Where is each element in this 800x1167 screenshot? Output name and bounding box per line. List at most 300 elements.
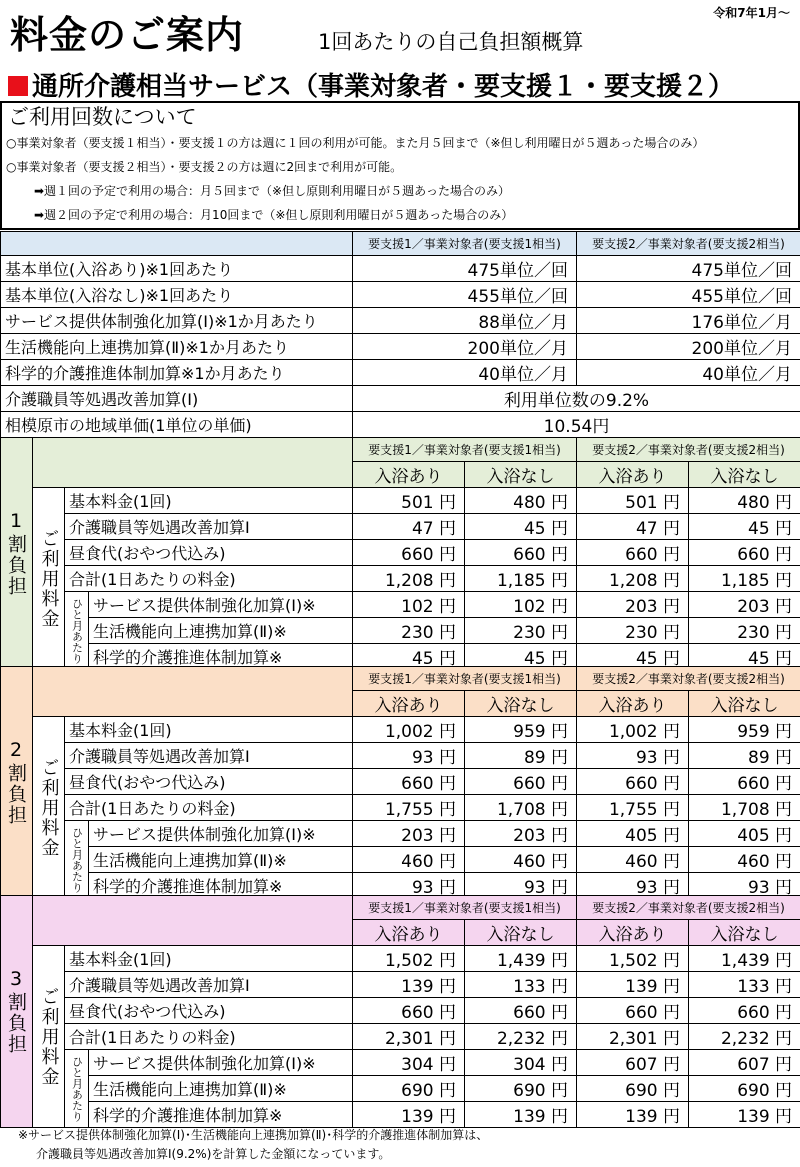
units-row-value: 176単位／月 [577,308,800,334]
kaigo-value: 利用単位数の9.2% [353,386,800,412]
fee-value-cell [689,488,800,514]
fee-value-cell [353,1050,465,1076]
fee-row-label: 生活機能向上連携加算(Ⅱ)※ [89,847,353,873]
fee-value: 690 [513,1081,546,1101]
yen-unit: 円 [439,545,457,565]
yen-unit: 円 [663,977,681,997]
fee-value: 47 [411,519,434,539]
yen-unit: 円 [775,1055,793,1075]
yen-unit: 円 [663,1081,681,1101]
service-title-text: 通所介護相当サービス（事業対象者・要支援１・要支援２） [32,72,735,102]
fee-row-label: 介護職員等処遇改善加算Ⅰ [65,972,353,998]
units-row-label: サービス提供体制強化加算(Ⅰ)※1か月あたり [1,308,353,334]
footnote [18,1126,488,1164]
fee-value-cell [577,1024,689,1050]
fee-value: 660 [401,1003,434,1023]
bath-header: 入浴あり [353,920,465,946]
nobath-header: 入浴なし [689,691,800,717]
fee-value: 139 [625,1107,658,1127]
fee-value: 660 [513,1003,546,1023]
fee-value: 133 [737,977,770,997]
yen-unit: 円 [663,1055,681,1075]
yen-unit: 円 [775,649,793,669]
fee-value: 203 [513,826,546,846]
fee-value-cell [353,1024,465,1050]
usage-heading: ご利用回数について [8,105,197,129]
yen-unit: 円 [663,722,681,742]
fee-value-cell [465,540,577,566]
kaigo-label: 介護職員等処遇改善加算(Ⅰ) [1,386,353,412]
yen-unit: 円 [551,826,569,846]
yen-unit: 円 [663,774,681,794]
fee-value-cell [577,972,689,998]
units-header-blank [1,232,353,256]
hitotsuki-label: ひと月あたり [65,1050,89,1128]
nobath-header: 入浴なし [465,920,577,946]
fee-table-tier-3 [0,895,800,1128]
fee-col-2: 要支援2／事業対象者(要支援2相当) [577,438,800,462]
fee-value: 501 [625,493,658,513]
page-header [0,0,800,64]
fee-value: 1,185 [720,571,770,591]
fee-value-cell [465,1024,577,1050]
yen-unit: 円 [775,1029,793,1049]
fee-value: 660 [625,545,658,565]
fee-value: 1,185 [496,571,546,591]
fee-value-cell [577,795,689,821]
fee-value: 1,502 [608,951,658,971]
fee-value: 93 [523,878,546,898]
fee-value: 660 [625,774,658,794]
yen-unit: 円 [439,1055,457,1075]
fee-value-cell [689,769,800,795]
fee-value: 102 [513,597,546,617]
yen-unit: 円 [551,722,569,742]
fee-value-cell [689,566,800,592]
fee-value: 203 [401,826,434,846]
yen-unit: 円 [551,545,569,565]
fee-value: 660 [625,1003,658,1023]
yen-unit: 円 [551,623,569,643]
yen-unit: 円 [439,1081,457,1101]
tier-header-blank [33,667,353,691]
yen-unit: 円 [775,800,793,820]
yen-unit: 円 [551,1107,569,1127]
units-row-label: 科学的介護推進体制加算※1か月あたり [1,360,353,386]
nobath-header: 入浴なし [465,691,577,717]
fee-row-label: 合計(1日あたりの料金) [65,795,353,821]
fee-value-cell [689,1076,800,1102]
fee-value-cell [465,1076,577,1102]
yen-unit: 円 [439,878,457,898]
fee-value-cell [353,1076,465,1102]
fee-value: 1,439 [720,951,770,971]
yen-unit: 円 [775,519,793,539]
yen-unit: 円 [663,571,681,591]
fee-value: 89 [523,748,546,768]
usage-line: ➡週１回の予定で利用の場合：月５回まで（※但し原則利用曜日が５週あった場合のみ） [34,184,510,198]
fee-value-cell [465,1050,577,1076]
fee-value-cell [577,743,689,769]
goriyo-label: ご利用料金 [33,488,65,670]
fee-value: 690 [625,1081,658,1101]
fee-value-cell [353,743,465,769]
fee-value: 47 [635,519,658,539]
fee-value-cell [465,592,577,618]
fee-row-label: 科学的介護推進体制加算※ [89,873,353,899]
usage-line: ➡週２回の予定で利用の場合：月10回まで（※但し原則利用曜日が５週あった場合のみ） [34,208,514,222]
fee-value: 607 [737,1055,770,1075]
fee-value: 1,208 [384,571,434,591]
fee-value: 93 [748,878,770,898]
yen-unit: 円 [439,826,457,846]
yen-unit: 円 [775,623,793,643]
yen-unit: 円 [439,977,457,997]
goriyo-label: ご利用料金 [33,717,65,899]
fee-row-label: 科学的介護推進体制加算※ [89,1102,353,1128]
fee-value: 405 [625,826,658,846]
yen-unit: 円 [439,748,457,768]
yen-unit: 円 [775,852,793,872]
yen-unit: 円 [439,1003,457,1023]
tier-header-blank [33,438,353,462]
fee-value: 230 [513,623,546,643]
tier-header-blank [33,691,353,717]
page-subtitle: 1回あたりの自己負担額概算 [318,30,584,54]
yen-unit: 円 [551,800,569,820]
usage-line: ○事業対象者（要支援２相当）・要支援２の方は週に2回まで利用が可能。 [6,160,403,174]
fee-value: 460 [513,852,546,872]
fee-value-cell [577,488,689,514]
yen-unit: 円 [663,1107,681,1127]
region-value: 10.54円 [353,412,800,438]
units-row-value: 455単位／回 [577,282,800,308]
fee-value-cell [689,592,800,618]
yen-unit: 円 [439,852,457,872]
fee-value-cell [465,1102,577,1128]
fee-value: 690 [737,1081,770,1101]
fee-value-cell [689,821,800,847]
fee-row-label: 生活機能向上連携加算(Ⅱ)※ [89,1076,353,1102]
yen-unit: 円 [439,493,457,513]
fee-row-label: 科学的介護推進体制加算※ [89,644,353,670]
fee-value: 2,232 [720,1029,770,1049]
yen-unit: 円 [775,878,793,898]
tier-header-blank [33,896,353,920]
yen-unit: 円 [439,774,457,794]
fee-value: 93 [411,748,434,768]
fee-value: 660 [737,1003,770,1023]
bath-header: 入浴あり [353,691,465,717]
yen-unit: 円 [663,878,681,898]
fee-value: 139 [625,977,658,997]
yen-unit: 円 [775,545,793,565]
fee-value-cell [353,946,465,972]
fee-value-cell [465,821,577,847]
yen-unit: 円 [663,800,681,820]
fee-value-cell [353,769,465,795]
bath-header: 入浴あり [577,691,689,717]
fee-value-cell [465,847,577,873]
yen-unit: 円 [551,597,569,617]
fee-value-cell [465,946,577,972]
fee-col-1: 要支援1／事業対象者(要支援1相当) [353,896,577,920]
fee-value-cell [689,540,800,566]
fee-value-cell [353,540,465,566]
fee-value: 139 [737,1107,770,1127]
fee-value-cell [689,847,800,873]
fee-value: 203 [625,597,658,617]
units-row-label: 生活機能向上連携加算(Ⅱ)※1か月あたり [1,334,353,360]
fee-value: 660 [513,774,546,794]
yen-unit: 円 [439,800,457,820]
fee-row-label: 昼食代(おやつ代込み) [65,998,353,1024]
fee-value: 203 [737,597,770,617]
units-row-value: 88単位／月 [353,308,577,334]
service-title [8,66,734,103]
fee-value-cell [353,1102,465,1128]
fee-value: 139 [513,1107,546,1127]
yen-unit: 円 [775,826,793,846]
bath-header: 入浴あり [577,920,689,946]
units-col-2: 要支援2／事業対象者(要支援2相当) [577,232,800,256]
yen-unit: 円 [663,826,681,846]
yen-unit: 円 [775,571,793,591]
fee-value: 460 [401,852,434,872]
units-row-value: 40単位／月 [353,360,577,386]
fee-value: 480 [737,493,770,513]
yen-unit: 円 [663,649,681,669]
fee-value-cell [577,821,689,847]
yen-unit: 円 [775,597,793,617]
usage-line: ○事業対象者（要支援１相当）・要支援１の方は週に１回の利用が可能。また月５回まで（※但し利用曜日が５週あった場合のみ） [6,136,705,150]
fee-value: 89 [748,748,770,768]
fee-row-label: 昼食代(おやつ代込み) [65,769,353,795]
fee-value-cell [577,769,689,795]
fee-value-cell [689,618,800,644]
fee-value: 1,755 [608,800,658,820]
fee-col-1: 要支援1／事業対象者(要支援1相当) [353,438,577,462]
fee-value-cell [353,847,465,873]
yen-unit: 円 [551,1055,569,1075]
fee-value: 45 [411,649,434,669]
region-label: 相模原市の地域単価(1単位の単価) [1,412,353,438]
fee-value-cell [689,1024,800,1050]
yen-unit: 円 [663,493,681,513]
fee-value-cell [689,1102,800,1128]
fee-value-cell [353,821,465,847]
fee-value: 93 [635,878,658,898]
fee-value-cell [689,972,800,998]
fee-value: 45 [523,519,546,539]
fee-value: 660 [513,545,546,565]
yen-unit: 円 [775,774,793,794]
fee-value-cell [577,592,689,618]
fee-value: 959 [513,722,546,742]
yen-unit: 円 [663,852,681,872]
fee-value-cell [353,972,465,998]
fee-value: 1,439 [496,951,546,971]
fee-value-cell [353,795,465,821]
fee-value-cell [465,743,577,769]
fee-value: 460 [737,852,770,872]
fee-row-label: サービス提供体制強化加算(Ⅰ)※ [89,1050,353,1076]
effective-date: 令和7年1月～ [713,6,790,20]
fee-value-cell [577,1050,689,1076]
fee-value-cell [353,592,465,618]
fee-row-label: 基本料金(1回) [65,946,353,972]
fee-table-tier-1 [0,437,800,670]
fee-value-cell [577,566,689,592]
fee-value-cell [577,946,689,972]
units-table [0,231,800,438]
fee-row-label: 介護職員等処遇改善加算Ⅰ [65,743,353,769]
yen-unit: 円 [775,1003,793,1023]
fee-value-cell [577,1076,689,1102]
units-row-value: 455単位／回 [353,282,577,308]
yen-unit: 円 [663,519,681,539]
fee-value-cell [465,514,577,540]
fee-value: 45 [635,649,658,669]
fee-value: 1,755 [384,800,434,820]
fee-value: 1,708 [496,800,546,820]
units-col-1: 要支援1／事業対象者(要支援1相当) [353,232,577,256]
yen-unit: 円 [663,951,681,971]
fee-value-cell [465,618,577,644]
units-row-value: 200単位／月 [577,334,800,360]
fee-col-2: 要支援2／事業対象者(要支援2相当) [577,896,800,920]
fee-row-label: 合計(1日あたりの料金) [65,566,353,592]
units-row-label: 基本単位(入浴あり)※1回あたり [1,256,353,282]
nobath-header: 入浴なし [689,462,800,488]
yen-unit: 円 [663,597,681,617]
fee-value: 460 [625,852,658,872]
fee-row-label: 生活機能向上連携加算(Ⅱ)※ [89,618,353,644]
yen-unit: 円 [663,1029,681,1049]
units-row-label: 基本単位(入浴なし)※1回あたり [1,282,353,308]
fee-row-label: 基本料金(1回) [65,488,353,514]
fee-value-cell [465,769,577,795]
yen-unit: 円 [551,1081,569,1101]
nobath-header: 入浴なし [689,920,800,946]
footnote-line: 介護職員等処遇改善加算Ⅰ(9.2%)を計算した金額になっています。 [36,1147,391,1161]
footnote-line: ※サービス提供体制強化加算(Ⅰ)･生活機能向上連携加算(Ⅱ)･科学的介護推進体制加算は、 [18,1128,489,1142]
red-square-icon [8,76,28,96]
yen-unit: 円 [439,722,457,742]
fee-value-cell [353,514,465,540]
fee-value: 607 [625,1055,658,1075]
units-row-value: 475単位／回 [577,256,800,282]
fee-value-cell [689,743,800,769]
fee-value: 1,002 [608,722,658,742]
bath-header: 入浴あり [353,462,465,488]
fee-value-cell [689,998,800,1024]
fee-value: 660 [401,774,434,794]
yen-unit: 円 [551,519,569,539]
fee-value-cell [577,618,689,644]
fee-row-label: サービス提供体制強化加算(Ⅰ)※ [89,821,353,847]
tier-name: 3割負担 [1,896,33,1128]
yen-unit: 円 [439,951,457,971]
yen-unit: 円 [439,1029,457,1049]
yen-unit: 円 [663,1003,681,1023]
fee-value: 139 [401,1107,434,1127]
fee-value: 2,301 [384,1029,434,1049]
fee-value-cell [689,717,800,743]
fee-row-label: 基本料金(1回) [65,717,353,743]
fee-value: 102 [401,597,434,617]
fee-value: 2,232 [496,1029,546,1049]
fee-value: 2,301 [608,1029,658,1049]
fee-value: 45 [748,519,770,539]
fee-value: 230 [401,623,434,643]
fee-value: 1,708 [720,800,770,820]
fee-value: 93 [635,748,658,768]
tier-name: 2割負担 [1,667,33,899]
tier-name: 1割負担 [1,438,33,670]
fee-value: 480 [513,493,546,513]
yen-unit: 円 [551,748,569,768]
yen-unit: 円 [663,545,681,565]
fee-value: 45 [748,649,770,669]
fee-value-cell [353,618,465,644]
fee-value-cell [577,998,689,1024]
fee-value: 660 [401,545,434,565]
fee-table-tier-2 [0,666,800,899]
yen-unit: 円 [551,774,569,794]
yen-unit: 円 [439,571,457,591]
tier-header-blank [33,462,353,488]
fee-value-cell [577,1102,689,1128]
yen-unit: 円 [775,1107,793,1127]
goriyo-label: ご利用料金 [33,946,65,1128]
fee-value: 304 [513,1055,546,1075]
fee-col-2: 要支援2／事業対象者(要支援2相当) [577,667,800,691]
fee-value: 1,208 [608,571,658,591]
nobath-header: 入浴なし [465,462,577,488]
fee-value-cell [689,795,800,821]
fee-value-cell [353,566,465,592]
fee-value: 45 [523,649,546,669]
fee-value-cell [689,1050,800,1076]
fee-value-cell [577,847,689,873]
fee-value: 959 [737,722,770,742]
fee-value: 405 [737,826,770,846]
yen-unit: 円 [551,493,569,513]
yen-unit: 円 [775,951,793,971]
fee-value: 230 [737,623,770,643]
yen-unit: 円 [775,977,793,997]
bath-header: 入浴あり [577,462,689,488]
yen-unit: 円 [663,748,681,768]
fee-value: 133 [513,977,546,997]
fee-row-label: サービス提供体制強化加算(Ⅰ)※ [89,592,353,618]
fee-value-cell [577,514,689,540]
fee-value-cell [689,514,800,540]
yen-unit: 円 [775,722,793,742]
fee-value: 139 [401,977,434,997]
yen-unit: 円 [775,1081,793,1101]
fee-row-label: 介護職員等処遇改善加算Ⅰ [65,514,353,540]
hitotsuki-label: ひと月あたり [65,592,89,670]
yen-unit: 円 [663,623,681,643]
yen-unit: 円 [551,878,569,898]
units-row-value: 475単位／回 [353,256,577,282]
fee-value: 230 [625,623,658,643]
yen-unit: 円 [551,1003,569,1023]
yen-unit: 円 [439,597,457,617]
fee-value: 690 [401,1081,434,1101]
